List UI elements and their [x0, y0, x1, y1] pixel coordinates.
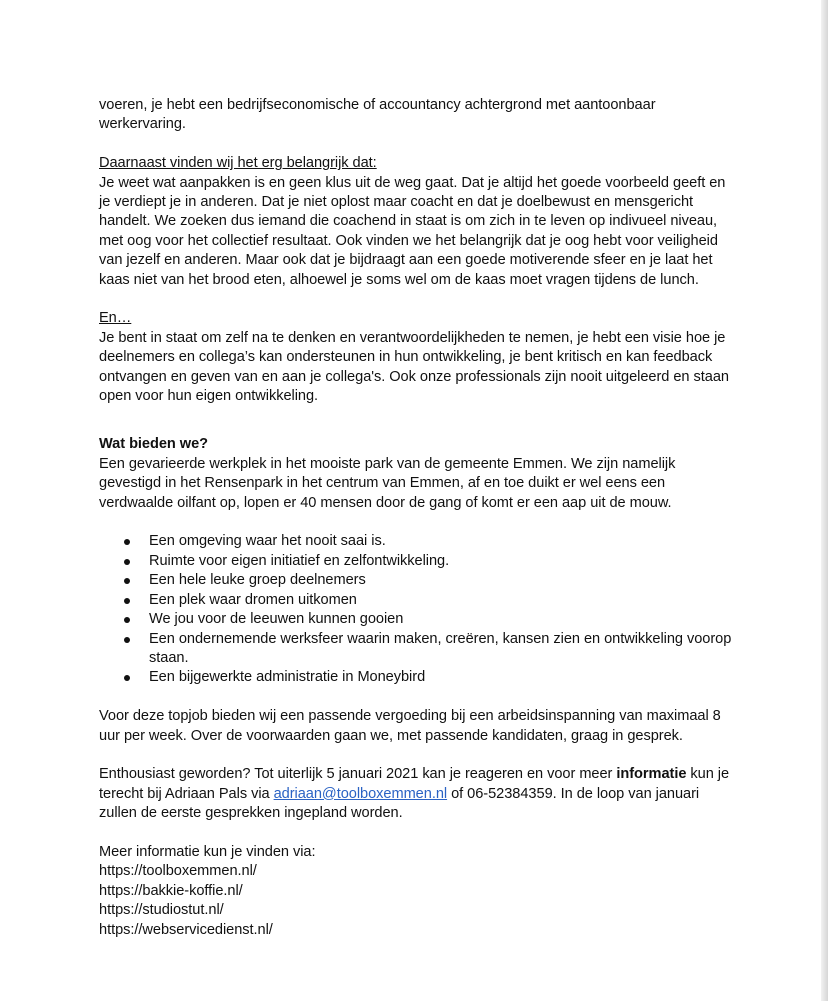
benefits-list	[99, 532, 739, 687]
url-toolboxemmen: https://toolboxemmen.nl/	[99, 863, 257, 880]
paragraph-en: Je bent in staat om zelf na te denken en verantwoordelijkheden te nemen, je hebt een visie hoe je deelnemers en collega’s kan ondersteunen in hun ontwikkeling, je bent kritisch en kan feedback ontvangen en geven van en aan je collega's. Ook onze professionals zijn nooit uitgeleerd en staan open voor hun eigen ontwikkeling.	[99, 329, 729, 405]
list-item: Een ondernemende werksfeer waarin maken, creëren, kansen zien en ontwikkeling voorop staan.	[149, 630, 739, 669]
bullet-icon	[124, 598, 130, 604]
bullet-icon	[124, 637, 130, 643]
intro-line-1: voeren, je hebt een bedrijfseconomische of accountancy achtergrond met aantoonbaar	[99, 97, 656, 113]
bullet-icon	[124, 675, 130, 681]
bullet-icon	[124, 578, 130, 584]
bullet-icon	[124, 539, 130, 545]
paragraph-belangrijk: Je weet wat aanpakken is en geen klus uit de weg gaat. Dat je altijd het goede voorbeeld geeft en je verdiept je in anderen. Dat je niet oplost maar coacht en dat je doelbewust en mensgericht handelt. We zoeken dus iemand die coachend in staat is om zich in te leven op indivueel niveau, met oog voor het collectief resultaat. Ook vinden we het belangrijk dat je oog hebt voor veiligheid van jezelf en anderen. Maar ook dat je bijdraagt aan een goede motiverende sfeer en je laat het kaas niet van het brood eten, alhoewel je soms wel om de kaas moet vragen tijdens de lunch.	[99, 174, 726, 288]
meer-informatie-heading: Meer informatie kun je vinden via:	[99, 843, 316, 860]
document-body	[99, 96, 739, 940]
list-item: Ruimte voor eigen initiatief en zelfontwikkeling.	[149, 552, 739, 571]
list-item: Een hele leuke groep deelnemers	[149, 571, 739, 590]
heading-belangrijk: Daarnaast vinden wij het erg belangrijk dat:	[99, 155, 377, 172]
bullet-icon	[124, 617, 130, 623]
intro-line-2: werkervaring.	[99, 116, 186, 133]
list-item: Een plek waar dromen uitkomen	[149, 591, 739, 610]
paragraph-wat-bieden-we: Een gevarieerde werkplek in het mooiste park van de gemeente Emmen. We zijn namelijk gevestigd in het Rensenpark in het centrum van Emmen, af en toe duikt er wel eens een verdwaalde oilfant op, lopen er 40 mensen door de gang of komt er een aap uit de mouw.	[99, 455, 676, 511]
paragraph-vergoeding: Voor deze topjob bieden wij een passende vergoeding bij een arbeidsinspanning van maximaal 8 uur per week. Over de voorwaarden gaan we, met passende kandidaten, graag in gesprek.	[99, 708, 721, 744]
heading-wat-bieden-we: Wat bieden we?	[99, 436, 209, 453]
url-studiostut: https://studiostut.nl/	[99, 902, 224, 919]
page-edge	[821, 0, 828, 1001]
paragraph-contact: Enthousiast geworden? Tot uiterlijk 5 januari 2021 kan je reageren en voor meer informatie kun je terecht bij Adriaan Pals via adriaan@toolboxemmen.nl of 06-52384359. In de loop van januari zullen de eerste gesprekken ingepland worden.	[99, 766, 730, 822]
list-item: Een bijgewerkte administratie in Moneybird	[149, 668, 739, 687]
list-item: Een omgeving waar het nooit saai is.	[149, 532, 739, 551]
heading-en: En…	[99, 310, 132, 327]
url-bakkie-koffie: https://bakkie-koffie.nl/	[99, 882, 243, 899]
email-link[interactable]: adriaan@toolboxemmen.nl	[273, 785, 448, 802]
bullet-icon	[124, 559, 130, 565]
list-item: We jou voor de leeuwen kunnen gooien	[149, 610, 739, 629]
url-webservicedienst: https://webservicedienst.nl/	[99, 921, 273, 938]
